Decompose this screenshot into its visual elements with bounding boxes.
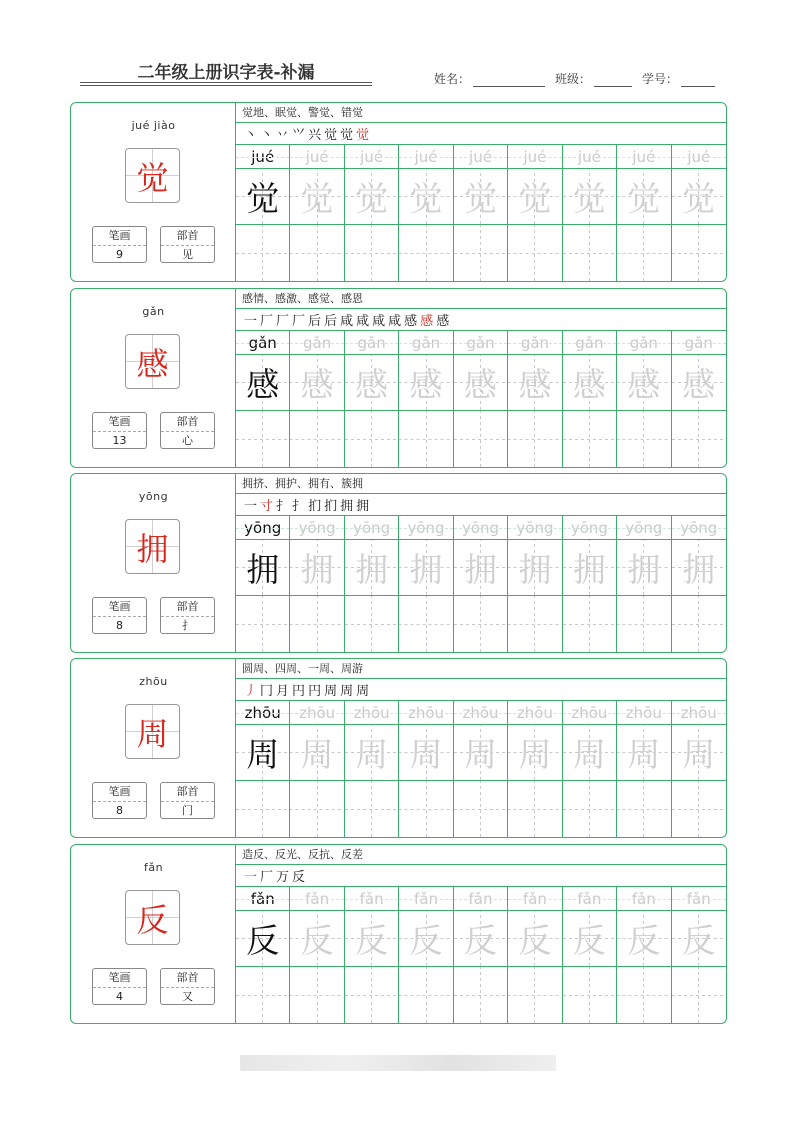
trace-character-cell[interactable]: 感 [617, 355, 671, 411]
stroke-step: 一 [244, 870, 261, 885]
pinyin-cell[interactable]: gǎn [508, 331, 562, 355]
stroke-step: 感 [404, 314, 421, 329]
stroke-step: 扌 [276, 499, 293, 514]
character-display: 拥 [136, 529, 169, 568]
stroke-step: 觉 [324, 128, 341, 143]
pinyin-cell[interactable]: jué [399, 145, 453, 169]
pinyin-cell[interactable]: gǎn [399, 331, 453, 355]
practice-cell[interactable] [399, 967, 453, 1023]
trace-character-cell[interactable]: 拥 [399, 540, 453, 596]
trace-character-cell[interactable]: 觉 [617, 169, 671, 225]
pinyin-cell[interactable]: yōng [236, 516, 290, 540]
practice-panel [236, 289, 726, 467]
model-character-cell[interactable]: 反 [236, 911, 290, 967]
practice-cell[interactable] [236, 225, 290, 281]
trace-character-cell[interactable]: 拥 [345, 540, 399, 596]
pinyin-cell[interactable]: zhōu [508, 701, 562, 725]
stroke-step: 周 [324, 684, 341, 699]
practice-cell[interactable] [617, 596, 671, 652]
practice-cell[interactable] [563, 596, 617, 652]
pinyin-cell[interactable]: fǎn [345, 887, 399, 911]
character-display: 觉 [136, 158, 169, 197]
pinyin-cell[interactable]: yōng [290, 516, 344, 540]
practice-cell[interactable] [563, 781, 617, 837]
stroke-step: 咸 [388, 314, 405, 329]
radical-label: 部首 [161, 413, 214, 432]
stroke-step: 寸 [260, 499, 277, 514]
pinyin-cell[interactable]: zhōu [563, 701, 617, 725]
name-blank[interactable] [473, 72, 545, 87]
trace-character-cell[interactable]: 感 [672, 355, 726, 411]
character-box [125, 334, 180, 389]
trace-character-cell[interactable]: 觉 [508, 169, 562, 225]
trace-character-cell[interactable]: 反 [290, 911, 344, 967]
pinyin-cell[interactable]: yōng [672, 516, 726, 540]
practice-cell[interactable] [508, 781, 562, 837]
stroke-step: 拥 [340, 499, 357, 514]
pinyin-cell[interactable]: yōng [399, 516, 453, 540]
radical-box [160, 597, 215, 634]
character-pinyin: yōng [138, 490, 169, 503]
stroke-count-value: 13 [112, 434, 127, 447]
character-info-panel [71, 474, 236, 652]
pinyin-cell[interactable]: jué [454, 145, 508, 169]
character-display: 感 [136, 344, 169, 383]
pinyin-cell[interactable]: jué [672, 145, 726, 169]
stroke-count-box [92, 597, 147, 634]
practice-cell[interactable] [672, 596, 726, 652]
class-blank[interactable] [594, 72, 632, 87]
stroke-step: 后 [308, 314, 325, 329]
character-info-panel [71, 845, 236, 1023]
practice-cell[interactable] [345, 781, 399, 837]
character-box [125, 519, 180, 574]
radical-value: 门 [182, 804, 193, 817]
trace-character-cell[interactable]: 觉 [345, 169, 399, 225]
stroke-count-box [92, 226, 147, 263]
practice-cell[interactable] [672, 781, 726, 837]
character-pinyin: gǎn [142, 305, 165, 318]
radical-value: 心 [182, 434, 193, 447]
student-number-field[interactable] [642, 70, 715, 87]
pinyin-cell[interactable]: gǎn [617, 331, 671, 355]
character-display: 周 [136, 714, 169, 753]
stroke-step: ⺍ [292, 128, 309, 143]
practice-cell[interactable] [345, 411, 399, 467]
pinyin-cell[interactable]: jué [290, 145, 344, 169]
practice-cell[interactable] [563, 411, 617, 467]
example-words: 拥挤、拥护、拥有、簇拥 [236, 474, 726, 494]
radical-box [160, 226, 215, 263]
pinyin-cell[interactable]: gǎn [236, 331, 290, 355]
character-box [125, 890, 180, 945]
character-box [125, 704, 180, 759]
worksheet-title: 二年级上册识字表-补漏 [137, 63, 315, 83]
practice-grid [236, 331, 726, 467]
name-field[interactable] [434, 70, 545, 87]
practice-grid [236, 887, 726, 1023]
practice-cell[interactable] [508, 411, 562, 467]
stroke-count-value: 4 [116, 990, 123, 1003]
radical-value: 扌 [182, 619, 193, 632]
trace-character-cell[interactable]: 周 [672, 725, 726, 781]
practice-cell[interactable] [617, 225, 671, 281]
pinyin-cell[interactable]: gǎn [672, 331, 726, 355]
trace-character-cell[interactable]: 反 [617, 911, 671, 967]
trace-character-cell[interactable]: 拥 [563, 540, 617, 596]
practice-cell[interactable] [563, 967, 617, 1023]
stroke-step: 咸 [372, 314, 389, 329]
trace-character-cell[interactable]: 反 [345, 911, 399, 967]
trace-character-cell[interactable]: 周 [345, 725, 399, 781]
pinyin-cell[interactable]: fǎn [236, 887, 290, 911]
character-info-panel [71, 289, 236, 467]
practice-cell[interactable] [563, 225, 617, 281]
practice-cell[interactable] [617, 411, 671, 467]
radical-box [160, 412, 215, 449]
title-underline-double [80, 85, 372, 86]
trace-character-cell[interactable]: 周 [399, 725, 453, 781]
character-info-panel [71, 659, 236, 837]
trace-character-cell[interactable]: 反 [563, 911, 617, 967]
pinyin-cell[interactable]: jué [563, 145, 617, 169]
student-number-blank[interactable] [681, 72, 715, 87]
practice-cell[interactable] [672, 225, 726, 281]
stroke-step: 丿 [244, 684, 261, 699]
trace-character-cell[interactable]: 拥 [617, 540, 671, 596]
practice-cell[interactable] [454, 225, 508, 281]
practice-cell[interactable] [290, 781, 344, 837]
stroke-count-label: 笔画 [93, 783, 146, 802]
pinyin-cell[interactable]: fǎn [399, 887, 453, 911]
trace-character-cell[interactable]: 周 [508, 725, 562, 781]
character-box [125, 148, 180, 203]
stroke-order [236, 679, 726, 701]
pinyin-cell[interactable]: fǎn [672, 887, 726, 911]
character-pinyin: jué jiào [131, 119, 176, 132]
trace-character-cell[interactable]: 反 [672, 911, 726, 967]
trace-character-cell[interactable]: 反 [454, 911, 508, 967]
trace-character-cell[interactable]: 反 [399, 911, 453, 967]
practice-cell[interactable] [345, 967, 399, 1023]
pinyin-cell[interactable]: zhōu [454, 701, 508, 725]
example-words: 觉地、眠觉、警觉、错觉 [236, 103, 726, 123]
character-card [70, 102, 727, 282]
stroke-count-label: 笔画 [93, 413, 146, 432]
radical-box [160, 782, 215, 819]
trace-character-cell[interactable]: 拥 [508, 540, 562, 596]
model-character-cell[interactable]: 感 [236, 355, 290, 411]
stroke-step: 丷 [276, 128, 293, 143]
trace-character-cell[interactable]: 拥 [290, 540, 344, 596]
model-character-cell[interactable]: 觉 [236, 169, 290, 225]
stroke-step: 咸 [356, 314, 373, 329]
pinyin-cell[interactable]: zhōu [399, 701, 453, 725]
pinyin-cell[interactable]: gǎn [345, 331, 399, 355]
pinyin-cell[interactable]: yōng [617, 516, 671, 540]
stroke-step: 周 [340, 684, 357, 699]
stroke-step: 觉 [340, 128, 357, 143]
stroke-step: 反 [292, 870, 309, 885]
practice-cell[interactable] [399, 225, 453, 281]
stroke-step: 感 [436, 314, 453, 329]
character-pinyin: zhōu [139, 675, 168, 688]
watermark [240, 1055, 556, 1071]
stroke-order [236, 865, 726, 887]
practice-cell[interactable] [290, 596, 344, 652]
practice-cell[interactable] [508, 596, 562, 652]
stroke-count-value: 8 [116, 804, 123, 817]
practice-cell[interactable] [508, 967, 562, 1023]
practice-cell[interactable] [672, 967, 726, 1023]
stroke-step: 觉 [356, 128, 373, 143]
stroke-step: 厂 [260, 314, 277, 329]
stroke-step: 扪 [324, 499, 341, 514]
practice-cell[interactable] [454, 967, 508, 1023]
stroke-step: 円 [292, 684, 309, 699]
practice-cell[interactable] [508, 225, 562, 281]
stroke-step: 丶 [260, 128, 277, 143]
trace-character-cell[interactable]: 感 [290, 355, 344, 411]
stroke-step: 一 [244, 314, 261, 329]
radical-label: 部首 [161, 783, 214, 802]
stroke-step: 咸 [340, 314, 357, 329]
practice-cell[interactable] [290, 225, 344, 281]
trace-character-cell[interactable]: 周 [454, 725, 508, 781]
pinyin-cell[interactable]: gǎn [290, 331, 344, 355]
trace-character-cell[interactable]: 感 [454, 355, 508, 411]
class-field[interactable] [555, 70, 632, 87]
pinyin-cell[interactable]: yōng [454, 516, 508, 540]
pinyin-cell[interactable]: jué [508, 145, 562, 169]
stroke-count-label: 笔画 [93, 227, 146, 246]
pinyin-cell[interactable]: jué [617, 145, 671, 169]
stroke-step: 后 [324, 314, 341, 329]
practice-cell[interactable] [345, 225, 399, 281]
stroke-count-box [92, 782, 147, 819]
stroke-step: 一 [244, 499, 261, 514]
stroke-step: 万 [276, 870, 293, 885]
stroke-count-label: 笔画 [93, 969, 146, 988]
pinyin-cell[interactable]: yōng [508, 516, 562, 540]
character-info-panel [71, 103, 236, 281]
example-words: 造反、反光、反抗、反差 [236, 845, 726, 865]
stroke-order [236, 309, 726, 331]
radical-label: 部首 [161, 969, 214, 988]
student-info-fields [434, 70, 715, 87]
stroke-step: 冂 [260, 684, 277, 699]
radical-box [160, 968, 215, 1005]
trace-character-cell[interactable]: 觉 [672, 169, 726, 225]
trace-character-cell[interactable]: 拥 [672, 540, 726, 596]
pinyin-cell[interactable]: gǎn [563, 331, 617, 355]
radical-label: 部首 [161, 227, 214, 246]
character-display: 反 [136, 900, 169, 939]
practice-cell[interactable] [454, 781, 508, 837]
stroke-step: 丶 [244, 128, 261, 143]
pinyin-cell[interactable]: yōng [345, 516, 399, 540]
stroke-step: 厂 [276, 314, 293, 329]
trace-character-cell[interactable]: 感 [399, 355, 453, 411]
stroke-step: 拥 [356, 499, 373, 514]
character-card [70, 844, 727, 1024]
practice-grid [236, 701, 726, 837]
practice-panel [236, 474, 726, 652]
trace-character-cell[interactable]: 周 [563, 725, 617, 781]
trace-character-cell[interactable]: 拥 [454, 540, 508, 596]
pinyin-cell[interactable]: zhōu [345, 701, 399, 725]
character-card [70, 288, 727, 468]
radical-value: 见 [182, 248, 193, 261]
trace-character-cell[interactable]: 周 [617, 725, 671, 781]
practice-cell[interactable] [399, 596, 453, 652]
trace-character-cell[interactable]: 觉 [290, 169, 344, 225]
stroke-step: 厂 [260, 870, 277, 885]
character-card [70, 473, 727, 653]
trace-character-cell[interactable]: 反 [508, 911, 562, 967]
radical-value: 又 [182, 990, 193, 1003]
practice-grid [236, 516, 726, 652]
stroke-step: 扌 [292, 499, 309, 514]
model-character-cell[interactable]: 周 [236, 725, 290, 781]
practice-cell[interactable] [236, 967, 290, 1023]
practice-cell[interactable] [399, 411, 453, 467]
stroke-step: 月 [276, 684, 293, 699]
stroke-step: 感 [420, 314, 437, 329]
practice-cell[interactable] [290, 411, 344, 467]
pinyin-cell[interactable]: fǎn [290, 887, 344, 911]
trace-character-cell[interactable]: 觉 [399, 169, 453, 225]
trace-character-cell[interactable]: 觉 [563, 169, 617, 225]
stroke-count-value: 8 [116, 619, 123, 632]
practice-cell[interactable] [617, 967, 671, 1023]
stroke-count-value: 9 [116, 248, 123, 261]
practice-cell[interactable] [454, 596, 508, 652]
pinyin-cell[interactable]: fǎn [563, 887, 617, 911]
model-character-cell[interactable]: 拥 [236, 540, 290, 596]
stroke-step: 周 [356, 684, 373, 699]
stroke-count-label: 笔画 [93, 598, 146, 617]
pinyin-cell[interactable]: yōng [563, 516, 617, 540]
practice-cell[interactable] [236, 781, 290, 837]
character-pinyin: fǎn [143, 861, 164, 874]
name-label: 姓名： [434, 72, 471, 86]
pinyin-cell[interactable]: fǎn [454, 887, 508, 911]
practice-cell[interactable] [454, 411, 508, 467]
practice-cell[interactable] [236, 596, 290, 652]
trace-character-cell[interactable]: 感 [563, 355, 617, 411]
practice-panel [236, 103, 726, 281]
practice-panel [236, 845, 726, 1023]
practice-cell[interactable] [672, 411, 726, 467]
pinyin-cell[interactable]: fǎn [508, 887, 562, 911]
trace-character-cell[interactable]: 感 [345, 355, 399, 411]
practice-cell[interactable] [290, 967, 344, 1023]
trace-character-cell[interactable]: 感 [508, 355, 562, 411]
pinyin-cell[interactable]: jué [345, 145, 399, 169]
stroke-step: 円 [308, 684, 325, 699]
practice-cell[interactable] [617, 781, 671, 837]
pinyin-cell[interactable]: fǎn [617, 887, 671, 911]
practice-cell[interactable] [236, 411, 290, 467]
stroke-count-box [92, 412, 147, 449]
practice-cell[interactable] [345, 596, 399, 652]
trace-character-cell[interactable]: 觉 [454, 169, 508, 225]
stroke-step: 厂 [292, 314, 309, 329]
stroke-order [236, 123, 726, 145]
pinyin-cell[interactable]: zhōu [236, 701, 290, 725]
title-underline [80, 82, 372, 83]
trace-character-cell[interactable]: 周 [290, 725, 344, 781]
example-words: 感情、感激、感觉、感恩 [236, 289, 726, 309]
class-label: 班级： [555, 72, 592, 86]
stroke-step: 扪 [308, 499, 325, 514]
example-words: 圆周、四周、一周、周游 [236, 659, 726, 679]
pinyin-cell[interactable]: zhōu [290, 701, 344, 725]
pinyin-cell[interactable]: zhōu [617, 701, 671, 725]
stroke-step: 兴 [308, 128, 325, 143]
student-number-label: 学号： [642, 72, 679, 86]
practice-cell[interactable] [399, 781, 453, 837]
stroke-order [236, 494, 726, 516]
pinyin-cell[interactable]: zhōu [672, 701, 726, 725]
stroke-count-box [92, 968, 147, 1005]
character-card [70, 658, 727, 838]
practice-grid [236, 145, 726, 281]
practice-panel [236, 659, 726, 837]
radical-label: 部首 [161, 598, 214, 617]
pinyin-cell[interactable]: gǎn [454, 331, 508, 355]
pinyin-cell[interactable]: jué [236, 145, 290, 169]
